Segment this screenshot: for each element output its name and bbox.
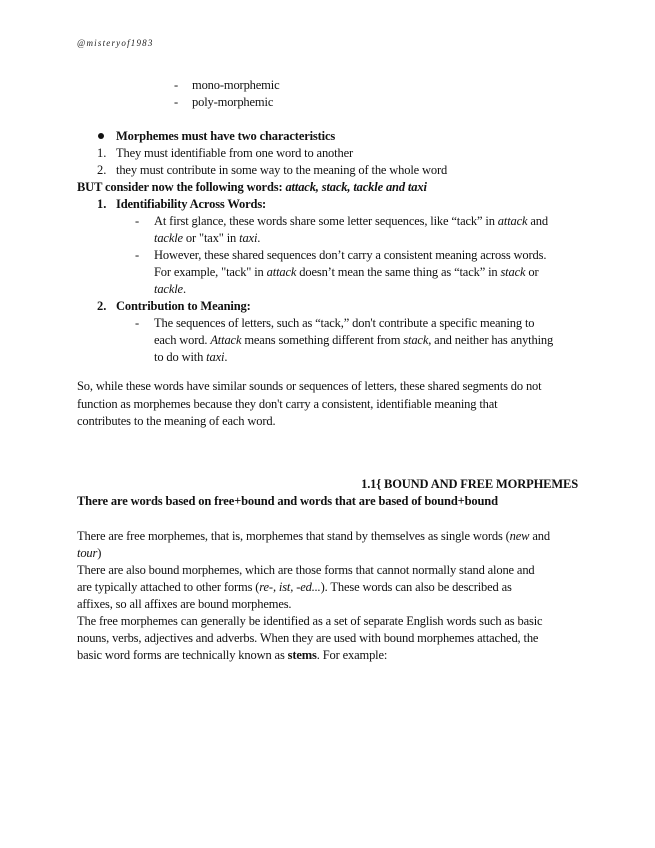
list-item: mono-morphemic (192, 78, 280, 92)
paragraph-line: There are also bound morphemes, which are those forms that cannot normally stand alone and (77, 563, 535, 577)
text-run: , and neither has anything (428, 333, 554, 347)
subheading: There are words based on free+bound and words that are based of bound+bound (77, 494, 498, 508)
text-run: . For example: (316, 648, 388, 662)
paragraph-line (154, 281, 186, 298)
paragraph-line (77, 545, 101, 562)
paragraph-line: The free morphemes can generally be identified as a set of separate English words such as basic (77, 614, 543, 628)
paragraph-line (154, 264, 539, 281)
text-run: ). These words can also be described as (320, 580, 512, 594)
consider-line (77, 179, 427, 196)
text-run: Attack (210, 333, 242, 347)
text-run: stack (403, 333, 429, 347)
text-run: tackle (154, 282, 183, 296)
text-run: . (224, 350, 228, 364)
text-run: or (525, 265, 539, 279)
text-run: At first glance, these words share some letter sequences, like “tack” in (154, 214, 498, 228)
text-run: means something different from (241, 333, 404, 347)
paragraph-line: affixes, so all affixes are bound morphemes. (77, 597, 292, 611)
paragraph-line (154, 213, 548, 230)
text-run: taxi (239, 231, 258, 245)
dash-marker: - (174, 78, 179, 92)
dash-marker: - (174, 95, 179, 109)
author-tag: @misteryof1983 (77, 38, 154, 48)
text-run: taxi (206, 350, 225, 364)
paragraph-line: The sequences of letters, such as “tack,” don't contribute a specific meaning to (154, 316, 535, 330)
paragraph-line (77, 647, 387, 664)
text-run: new (509, 529, 530, 543)
section-title: Identifiability Across Words: (116, 197, 267, 211)
dash-marker: - (135, 316, 140, 330)
section-title: Contribution to Meaning: (116, 299, 251, 313)
list-number: 2. (97, 163, 107, 177)
text-run: tackle (154, 231, 183, 245)
dash-marker: - (135, 214, 140, 228)
text-run: ) (97, 546, 102, 560)
text-run: and (527, 214, 549, 228)
text-run: are typically attached to other forms ( (77, 580, 260, 594)
text-run: and (529, 529, 550, 543)
section-number: 1. (97, 197, 107, 211)
list-item: poly-morphemic (192, 95, 274, 109)
list-item: they must contribute in some way to the meaning of the whole word (116, 163, 448, 177)
paragraph-line (77, 528, 550, 545)
text-run: basic word forms are technically known as (77, 648, 288, 662)
paragraph-line: nouns, verbs, adjectives and adverbs. When they are used with bound morphemes attached, the (77, 631, 539, 645)
text-run: each word. (154, 333, 211, 347)
consider-words: attack, stack, tackle and taxi (285, 180, 427, 194)
text-run: stems (287, 648, 317, 662)
text-run: For example, "tack" in (154, 265, 267, 279)
paragraph-line (77, 579, 512, 596)
paragraph-line (154, 230, 260, 247)
list-item: They must identifiable from one word to another (116, 146, 353, 160)
text-run: There are free morphemes, that is, morphemes that stand by themselves as single words ( (77, 529, 510, 543)
text-run: or "tax" in (182, 231, 240, 245)
bullet-icon (98, 133, 104, 139)
paragraph-line (154, 332, 553, 349)
consider-lead: BUT consider now the following words: (77, 180, 286, 194)
text-run: stack (500, 265, 526, 279)
section-heading: 1.1{ BOUND AND FREE MORPHEMES (361, 477, 578, 491)
text-run: . (182, 282, 186, 296)
text-run: . (257, 231, 261, 245)
text-run: doesn’t mean the same thing as “tack” in (296, 265, 501, 279)
list-number: 1. (97, 146, 107, 160)
section-number: 2. (97, 299, 107, 313)
characteristics-heading: Morphemes must have two characteristics (116, 129, 336, 143)
text-run: attack (266, 265, 297, 279)
dash-marker: - (135, 248, 140, 262)
text-run: to do with (154, 350, 207, 364)
paragraph-line: So, while these words have similar sounds or sequences of letters, these shared segments do not (77, 379, 542, 393)
paragraph-line: contributes to the meaning of each word. (77, 414, 276, 428)
text-run: re-, ist, -ed... (259, 580, 321, 594)
paragraph-line: function as morphemes because they don't carry a consistent, identifiable meaning that (77, 397, 498, 411)
text-run: tour (77, 546, 98, 560)
paragraph-line: However, these shared sequences don’t carry a consistent meaning across words. (154, 248, 547, 262)
paragraph-line (154, 349, 227, 366)
text-run: attack (497, 214, 528, 228)
